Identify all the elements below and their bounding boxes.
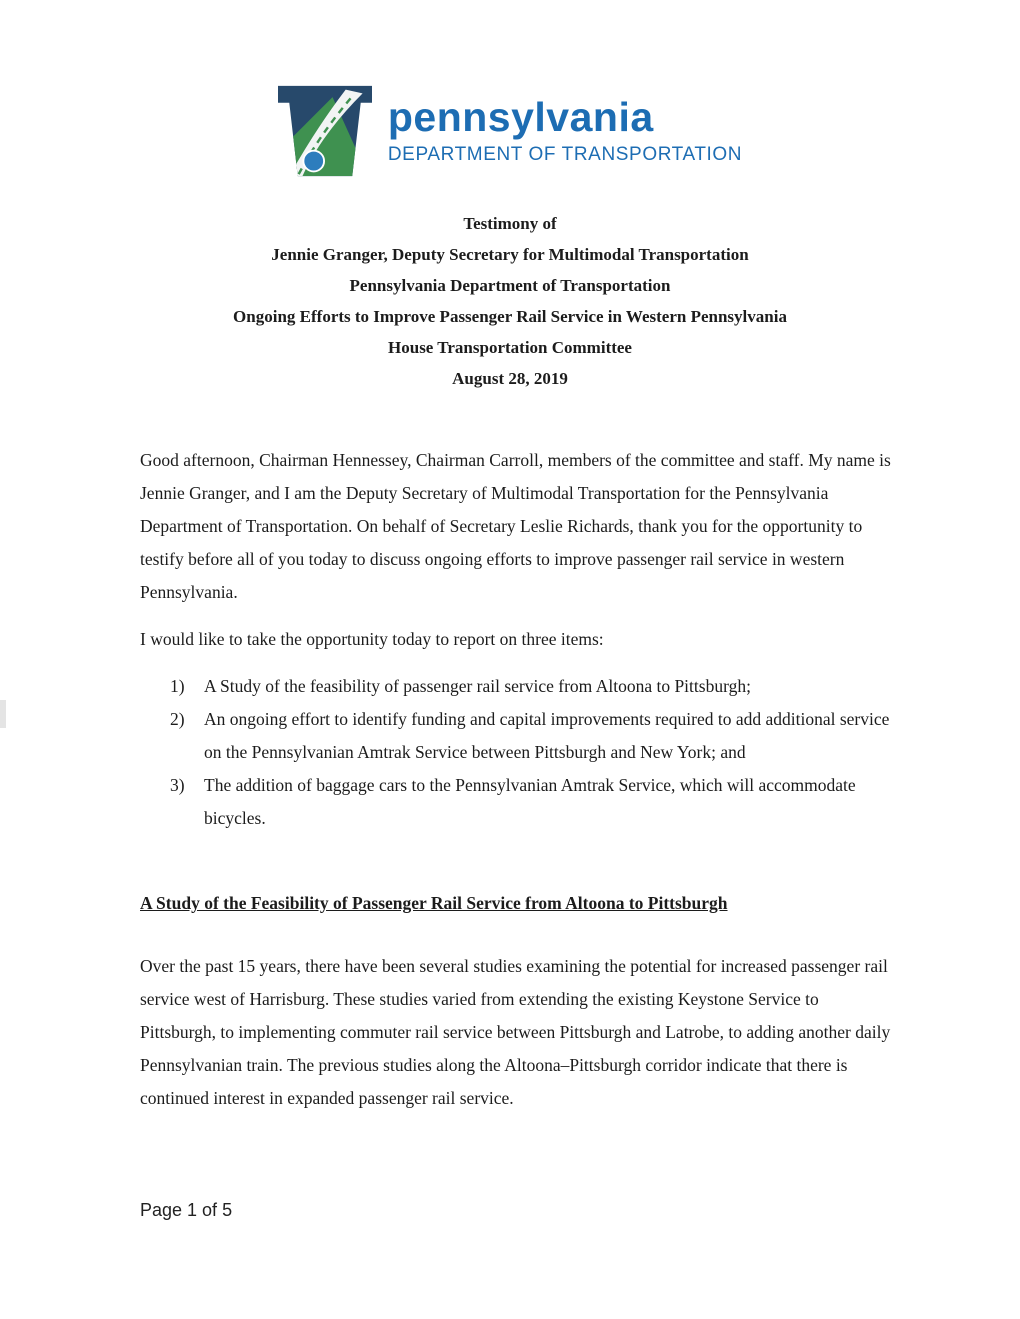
list-item-marker: 2) — [170, 709, 185, 729]
header-line-committee: House Transportation Committee — [388, 338, 632, 357]
header-line-department: Pennsylvania Department of Transportation — [349, 276, 671, 295]
paragraph-study-background: Over the past 15 years, there have been several studies examining the potential for increased passenger rail service west of Harrisburg. These studies varied from extending the existing Keystone Service to Pittsburgh, to implementing commuter rail service between Pittsburgh and Latrobe, to adding another daily Pennsylvanian train. The previous studies along the Altoona–Pittsburgh corridor indicate that there is continued interest in expanded passenger rail service. — [140, 956, 891, 1108]
list-item-marker: 3) — [170, 775, 185, 795]
header-line-author: Jennie Granger, Deputy Secretary for Multimodal Transportation — [271, 245, 749, 264]
logo-department-text: DEPARTMENT OF TRANSPORTATION — [387, 144, 743, 166]
testimony-header — [0, 208, 1020, 394]
paragraph-introduction: Good afternoon, Chairman Hennessey, Chairman Carroll, members of the committee and staff. My name is Jennie Granger, and I am the Deputy Secretary of Multimodal Transportation for the Pennsylvania Department of Transportation. On behalf of Secretary Leslie Richards, thank you for the opportunity to testify before all of you today to discuss ongoing efforts to improve passenger rail service in western Pennsylvania. — [140, 450, 891, 602]
page-number: Page 1 of 5 — [140, 1200, 233, 1220]
header-line-date: August 28, 2019 — [452, 369, 568, 388]
section-heading-altoona-study: A Study of the Feasibility of Passenger Rail Service from Altoona to Pittsburgh — [140, 893, 728, 913]
scan-artifact — [0, 700, 6, 728]
header-line-subject: Ongoing Efforts to Improve Passenger Rail Service in Western Pennsylvania — [233, 307, 787, 326]
header-line-testimony-of: Testimony of — [463, 214, 557, 233]
keystone-logo-icon — [278, 84, 372, 178]
list-item — [170, 670, 892, 703]
list-item-marker: 1) — [170, 676, 185, 696]
logo-brand-text: pennsylvania — [387, 93, 654, 140]
list-item-text: An ongoing effort to identify funding and capital improvements required to add additional service on the Pennsylvanian Amtrak Service between Pittsburgh and New York; and — [204, 709, 890, 762]
document-body — [140, 444, 892, 1115]
list-item — [170, 769, 892, 835]
paragraph-report-items: I would like to take the opportunity today to report on three items: — [140, 629, 604, 649]
logo-wordmark — [387, 93, 743, 166]
list-item-text: The addition of baggage cars to the Pennsylvanian Amtrak Service, which will accommodate bicycles. — [204, 775, 856, 828]
numbered-list — [170, 670, 892, 835]
list-item-text: A Study of the feasibility of passenger rail service from Altoona to Pittsburgh; — [204, 676, 751, 696]
list-item — [170, 703, 892, 769]
penndot-logo — [0, 0, 1020, 178]
